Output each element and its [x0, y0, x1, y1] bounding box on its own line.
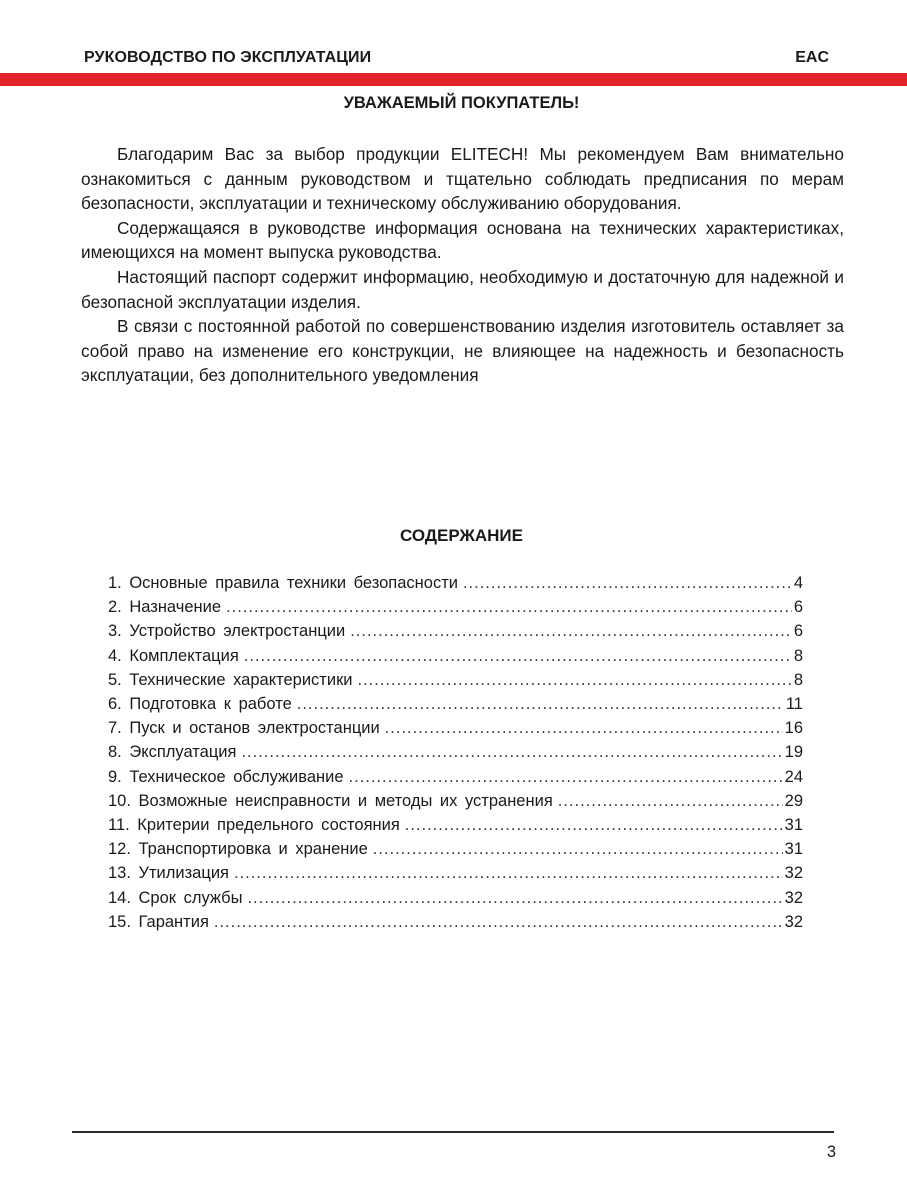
toc-item-label: 2. Назначение — [108, 598, 222, 617]
toc-item-page: 6 — [793, 622, 803, 641]
toc-item[interactable] — [108, 644, 803, 668]
page-header — [0, 0, 907, 88]
toc-item-label: 12. Транспортировка и хранение — [108, 840, 368, 859]
toc-item[interactable] — [108, 619, 803, 643]
toc-item-label: 10. Возможные неисправности и методы их устранения — [108, 791, 553, 810]
toc-title: СОДЕРЖАНИЕ — [400, 526, 523, 545]
toc-dot-leader — [349, 765, 783, 789]
toc-item-page: 24 — [784, 767, 803, 786]
table-of-contents — [108, 571, 803, 934]
intro-paragraph: Благодарим Вас за выбор продукции ELITECH! Мы рекомендуем Вам внимательно ознакомиться с данным руководством и тщательно соблюдать предписания по мерам безопасности, эксплуатации и техническому обслуживанию оборудования. — [81, 144, 844, 214]
toc-dot-leader — [358, 668, 792, 692]
toc-item[interactable] — [108, 789, 803, 813]
toc-item[interactable] — [108, 813, 803, 837]
toc-item-page: 6 — [793, 598, 803, 617]
toc-item-label: 4. Комплектация — [108, 646, 239, 665]
toc-dot-leader — [373, 837, 783, 861]
toc-item-page: 19 — [784, 743, 803, 762]
header-title: РУКОВОДСТВО ПО ЭКСПЛУАТАЦИИ — [84, 49, 372, 66]
intro-paragraph: Содержащаяся в руководстве информация основана на технических характеристиках, имеющихся на момент выпуска руководства. — [81, 217, 844, 263]
greeting-title: УВАЖАЕМЫЙ ПОКУПАТЕЛЬ! — [343, 94, 580, 112]
toc-item-page: 32 — [784, 912, 803, 931]
toc-dot-leader — [241, 740, 782, 764]
toc-dot-leader — [350, 619, 792, 643]
toc-item[interactable] — [108, 595, 803, 619]
intro-paragraph: Настоящий паспорт содержит информацию, необходимую и достаточную для надежной и безопасной эксплуатации изделия. — [81, 266, 844, 312]
toc-item-page: 29 — [784, 791, 803, 810]
toc-item-label: 1. Основные правила техники безопасности — [108, 574, 458, 592]
toc-item[interactable] — [108, 886, 803, 910]
toc-item[interactable] — [108, 716, 803, 740]
toc-dot-leader — [247, 886, 782, 910]
toc-dot-leader — [463, 571, 792, 595]
toc-item-label: 3. Устройство электростанции — [108, 622, 346, 641]
toc-item[interactable] — [108, 910, 803, 934]
toc-item-label: 15. Гарантия — [108, 912, 209, 931]
toc-item-page: 31 — [784, 816, 803, 835]
toc-dot-leader — [558, 789, 783, 813]
toc-item-label: 11. Критерии предельного состояния — [108, 816, 400, 835]
toc-item[interactable] — [108, 668, 803, 692]
eac-mark: EAC — [795, 49, 829, 66]
toc-dot-leader — [226, 595, 792, 619]
toc-item-page: 4 — [793, 574, 803, 592]
toc-dot-leader — [244, 644, 792, 668]
intro-paragraph: В связи с постоянной работой по совершенствованию изделия изготовитель оставляет за собой право на изменение его конструкции, не влияющее на надежность и безопасность эксплуатации, без дополнительного уведомления — [81, 316, 844, 386]
toc-dot-leader — [405, 813, 783, 837]
footer-divider — [72, 1131, 834, 1133]
toc-item-page: 32 — [784, 864, 803, 883]
toc-item[interactable] — [108, 837, 803, 861]
toc-item-page: 11 — [785, 695, 803, 714]
toc-item-label: 8. Эксплуатация — [108, 743, 237, 762]
toc-item[interactable] — [108, 765, 803, 789]
toc-item-page: 31 — [784, 840, 803, 859]
toc-item-page: 32 — [784, 888, 803, 907]
toc-item[interactable] — [108, 692, 803, 716]
toc-dot-leader — [214, 910, 783, 934]
toc-item-label: 7. Пуск и останов электростанции — [108, 719, 380, 738]
page-number: 3 — [826, 1143, 836, 1161]
header-accent-bar — [0, 73, 907, 86]
intro-text — [81, 142, 844, 388]
toc-item-label: 9. Техническое обслуживание — [108, 767, 344, 786]
toc-item-page: 16 — [784, 719, 803, 738]
toc-dot-leader — [234, 861, 783, 885]
toc-item-label: 13. Утилизация — [108, 864, 229, 883]
toc-item-page: 8 — [793, 670, 803, 689]
toc-dot-leader — [385, 716, 783, 740]
toc-item[interactable] — [108, 861, 803, 885]
toc-item-label: 6. Подготовка к работе — [108, 695, 292, 714]
toc-dot-leader — [297, 692, 784, 716]
toc-item[interactable] — [108, 571, 803, 595]
toc-item-page: 8 — [793, 646, 803, 665]
toc-item-label: 5. Технические характеристики — [108, 670, 353, 689]
toc-item[interactable] — [108, 740, 803, 764]
toc-item-label: 14. Срок службы — [108, 888, 243, 907]
